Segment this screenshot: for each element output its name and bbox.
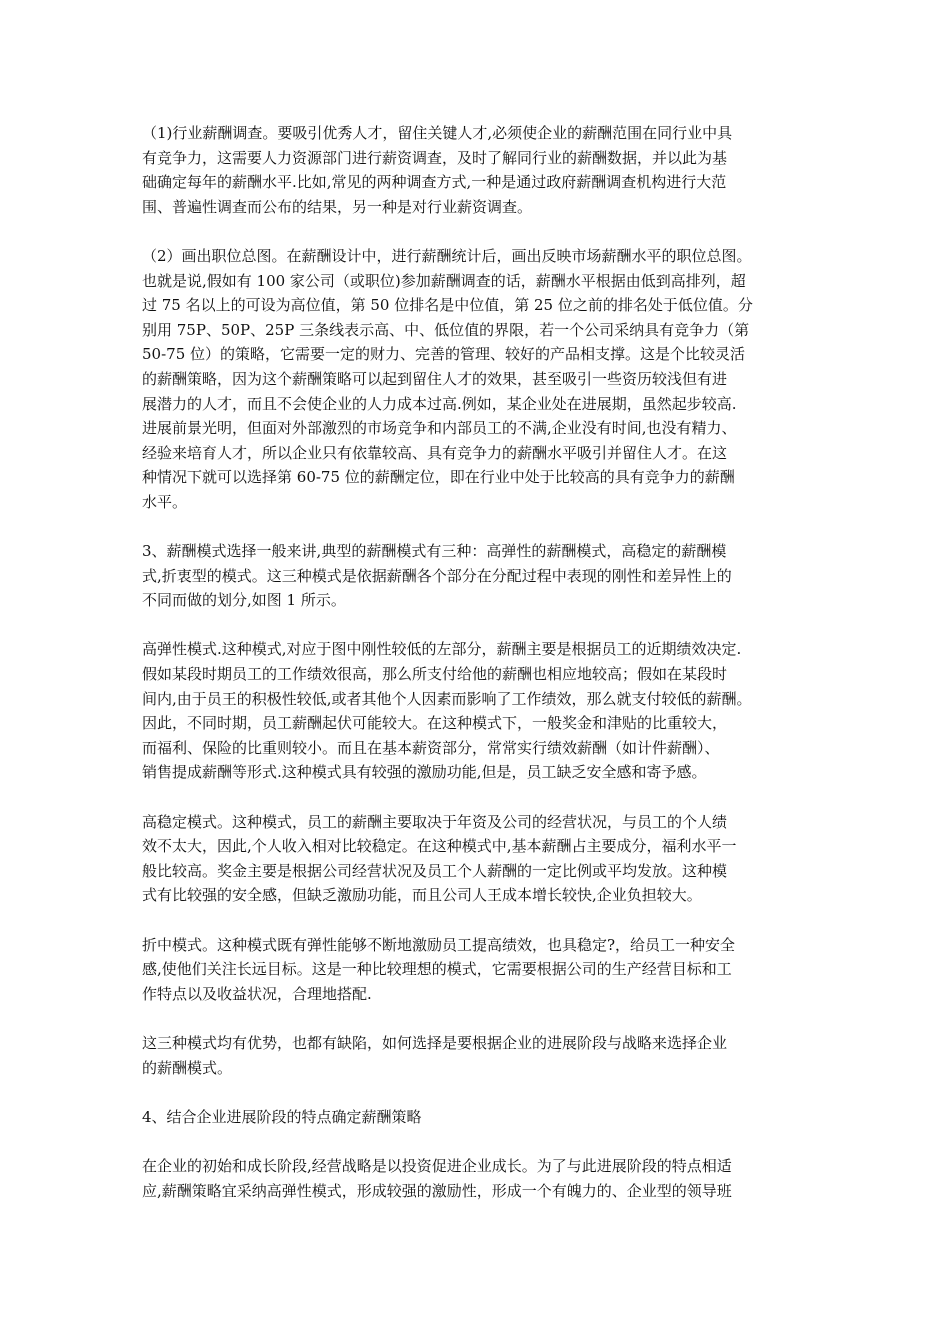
text-line: 因此，不同时期，员工薪酬起伏可能较大。在这种模式下，一般奖金和津贴的比重较大，	[142, 714, 728, 733]
text-line: 过 75 名以上的可设为高位值，第 50 位排名是中位值，第 25 位之前的排名处于低位值。分	[142, 296, 753, 315]
text-line: 别用 75P、50P、25P 三条线表示高、中、低位值的界限，若一个公司采纳具有竞争力（第	[142, 320, 750, 339]
paragraph-initial-growth-stage	[142, 1154, 818, 1203]
text-line: （2）画出职位总图。在薪酬设计中，进行薪酬统计后，画出反映市场薪酬水平的职位总图。	[142, 246, 752, 265]
text-line: 水平。	[142, 492, 188, 511]
text-line: 式有比较强的安全感，但缺乏激励功能，而且公司人王成本增长较快,企业负担较大。	[142, 886, 702, 905]
text-line: 而福利、保险的比重则较小。而且在基本薪资部分，常常实行绩效薪酬（如计件薪酬）、	[142, 738, 720, 757]
text-line: 高弹性模式.这种模式,对应于图中刚性较低的左部分，薪酬主要是根据员工的近期绩效决定.	[142, 640, 742, 659]
text-line: 50-75 位）的策略，它需要一定的财力、完善的管理、较好的产品相支撑。这是个比较灵活	[142, 345, 746, 364]
paragraph-high-elasticity-mode	[142, 637, 818, 785]
text-line: 般比较高。奖金主要是根据公司经营状况及员工个人薪酬的一定比例或平均发放。这种模	[142, 861, 728, 880]
text-line: 效不太大，因此,个人收入相对比较稳定。在这种模式中,基本薪酬占主要成分，福利水平一	[142, 837, 737, 856]
text-line: 的薪酬模式。	[142, 1058, 233, 1077]
text-line: 种情况下就可以选择第 60-75 位的薪酬定位，即在行业中处于比较高的具有竞争力的薪酬	[142, 468, 735, 487]
paragraph-high-stability-mode	[142, 810, 818, 908]
paragraph-position-chart	[142, 244, 818, 515]
paragraph-mode-summary	[142, 1031, 818, 1080]
text-line: 式,折衷型的模式。这三种模式是依据薪酬各个部分在分配过程中表现的刚性和差异性上的	[142, 566, 732, 585]
text-line: 进展前景光明，但面对外部激烈的市场竞争和内部员工的不满,企业没有时间,也没有精力、	[142, 419, 737, 438]
text-line: 间内,由于员王的积极性较低,或者其他个人因素而影响了工作绩效，那么就支付较低的薪酬。	[142, 689, 752, 708]
paragraph-salary-mode-selection	[142, 539, 818, 613]
text-line: 的薪酬策略，因为这个薪酬策略可以起到留住人才的效果，甚至吸引一些资历较浅但有进	[142, 369, 728, 388]
text-line: 也就是说,假如有 100 家公司（或职位)参加薪酬调查的话，薪酬水平根据由低到高排列，超	[142, 271, 746, 290]
text-line: 经验来培育人才，所以企业只有依靠较高、具有竞争力的薪酬水平吸引并留住人才。在这	[142, 443, 728, 462]
text-line: 这三种模式均有优势，也都有缺陷，如何选择是要根据企业的进展阶段与战略来选择企业	[142, 1033, 728, 1052]
paragraph-industry-salary-survey	[142, 121, 818, 219]
text-line: 础确定每年的薪酬水平.比如,常见的两种调查方式,一种是通过政府薪酬调查机构进行大范	[142, 173, 727, 192]
text-line: 假如某段时期员工的工作绩效很高，那么所支付给他的薪酬也相应地较高；假如在某段时	[142, 665, 728, 684]
text-line: 感,使他们关注长远目标。这是一种比较理想的模式，它需要根据公司的生产经营目标和工	[142, 960, 732, 979]
text-line: 4、结合企业进展阶段的特点确定薪酬策略	[142, 1107, 422, 1126]
text-line: 高稳定模式。这种模式，员工的薪酬主要取决于年资及公司的经营状况，与员工的个人绩	[142, 812, 728, 831]
text-line: 在企业的初始和成长阶段,经营战略是以投资促进企业成长。为了与此进展阶段的特点相适	[142, 1156, 732, 1175]
text-line: 不同而做的划分,如图 1 所示。	[142, 591, 346, 610]
text-line: 销售提成薪酬等形式.这种模式具有较强的激励功能,但是，员工缺乏安全感和寄予感。	[142, 763, 707, 782]
text-line: 应,薪酬策略宜采纳高弹性模式，形成较强的激励性，形成一个有魄力的、企业型的领导班	[142, 1181, 732, 1200]
text-line: 围、普遍性调查而公布的结果，另一种是对行业薪资调查。	[142, 197, 533, 216]
text-line: 3、薪酬模式选择一般来讲,典型的薪酬模式有三种：高弹性的薪酬模式，高稳定的薪酬模	[142, 542, 727, 561]
paragraph-compromise-mode	[142, 933, 818, 1007]
document-page	[142, 121, 818, 1228]
section-heading-development-stage	[142, 1105, 818, 1130]
text-line: 展潜力的人才，而且不会使企业的人力成本过高.例如，某企业处在进展期，虽然起步较高.	[142, 394, 737, 413]
text-line: （1)行业薪酬调查。要吸引优秀人才，留住关键人才,必须使企业的薪酬范围在同行业中具	[142, 124, 733, 142]
text-line: 有竞争力，这需要人力资源部门进行薪资调查，及时了解同行业的薪酬数据，并以此为基	[142, 148, 728, 167]
text-line: 折中模式。这种模式既有弹性能够不断地激励员工提高绩效，也具稳定?，给员工一种安全	[142, 935, 736, 954]
text-line: 作特点以及收益状况，合理地搭配.	[142, 984, 372, 1003]
